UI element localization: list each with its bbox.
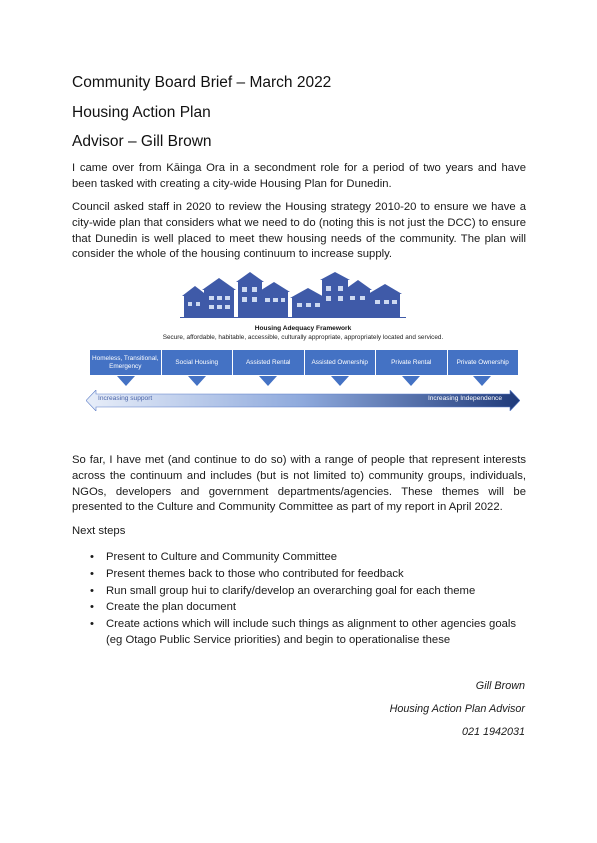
bullet-icon: • bbox=[90, 618, 94, 631]
down-arrow-icon bbox=[233, 375, 304, 387]
down-arrow-icon bbox=[447, 375, 518, 387]
signature-phone: 021 1942031 bbox=[461, 726, 525, 738]
increasing-support-label: Increasing support bbox=[98, 395, 153, 402]
continuum-cell-social-housing: Social Housing bbox=[162, 350, 234, 375]
continuum-cell-assisted-rental: Assisted Rental bbox=[233, 350, 305, 375]
bullet-icon: • bbox=[90, 551, 94, 563]
progress-paragraph: So far, I have met (and continue to do so) with a range of people that represent interests across the continuum and includes (but is not limited to) community groups, individuals, NGOs, developers and government departments/agencies. These themes will be presented to the Culture and Community Committee as part of my report in April 2022. bbox=[72, 454, 526, 514]
list-item: • Create the plan document bbox=[72, 600, 532, 616]
list-item: • Present to Culture and Community Committee bbox=[72, 550, 532, 566]
list-item: • Run small group hui to clarify/develop an overarching goal for each theme bbox=[72, 584, 532, 600]
bullet-icon: • bbox=[90, 601, 94, 614]
continuum-cell-homeless: Homeless, Transitional, Emergency bbox=[90, 350, 162, 375]
framework-title: Housing Adequacy Framework bbox=[254, 325, 352, 332]
advisor-title: Advisor – Gill Brown bbox=[72, 133, 212, 150]
signature-title: Housing Action Plan Advisor bbox=[389, 703, 525, 715]
council-paragraph: Council asked staff in 2020 to review the Housing strategy 2010-20 to ensure we have a city-wide plan that considers what we need to do (noting this is not just the DCC) to ensure that Dunedin is well placed to meet thew housing needs of the community. The plan will consider the whole of the housing continuum to increase supply. bbox=[72, 201, 526, 261]
down-arrow-icon bbox=[90, 375, 161, 387]
next-steps-heading: Next steps bbox=[72, 525, 126, 537]
continuum-cell-private-rental: Private Rental bbox=[376, 350, 448, 375]
next-steps-list bbox=[72, 550, 532, 650]
housing-adequacy-framework-figure bbox=[86, 272, 520, 417]
down-arrows bbox=[90, 375, 518, 387]
down-arrow-icon bbox=[375, 375, 446, 387]
houses-illustration bbox=[180, 272, 406, 318]
bullet-icon: • bbox=[90, 567, 94, 580]
increasing-independence-label: Increasing Independence bbox=[427, 395, 502, 402]
down-arrow-icon bbox=[161, 375, 232, 387]
framework-subtitle: Secure, affordable, habitable, accessible, culturally appropriate, appropriately located and serviced. bbox=[162, 334, 444, 341]
continuum-cell-private-ownership: Private Ownership bbox=[456, 358, 509, 366]
continuum-band bbox=[90, 350, 518, 375]
bullet-icon: • bbox=[90, 584, 94, 597]
brief-title: Community Board Brief – March 2022 bbox=[72, 74, 332, 91]
list-item: • Present themes back to those who contributed for feedback bbox=[72, 567, 532, 583]
list-item: • Create actions which will include such things as alignment to other agencies goals (eg Otago Public Service priorities) and begin to operationalise these bbox=[90, 618, 517, 646]
continuum-cell-assisted-ownership: Assisted Ownership bbox=[305, 350, 377, 375]
down-arrow-icon bbox=[304, 375, 375, 387]
intro-paragraph: I came over from Kāinga Ora in a secondment role for a period of two years and have been tasked with creating a city-wide Housing Plan for Dunedin. bbox=[72, 162, 526, 190]
plan-title: Housing Action Plan bbox=[72, 104, 211, 121]
signature-name: Gill Brown bbox=[475, 680, 525, 692]
